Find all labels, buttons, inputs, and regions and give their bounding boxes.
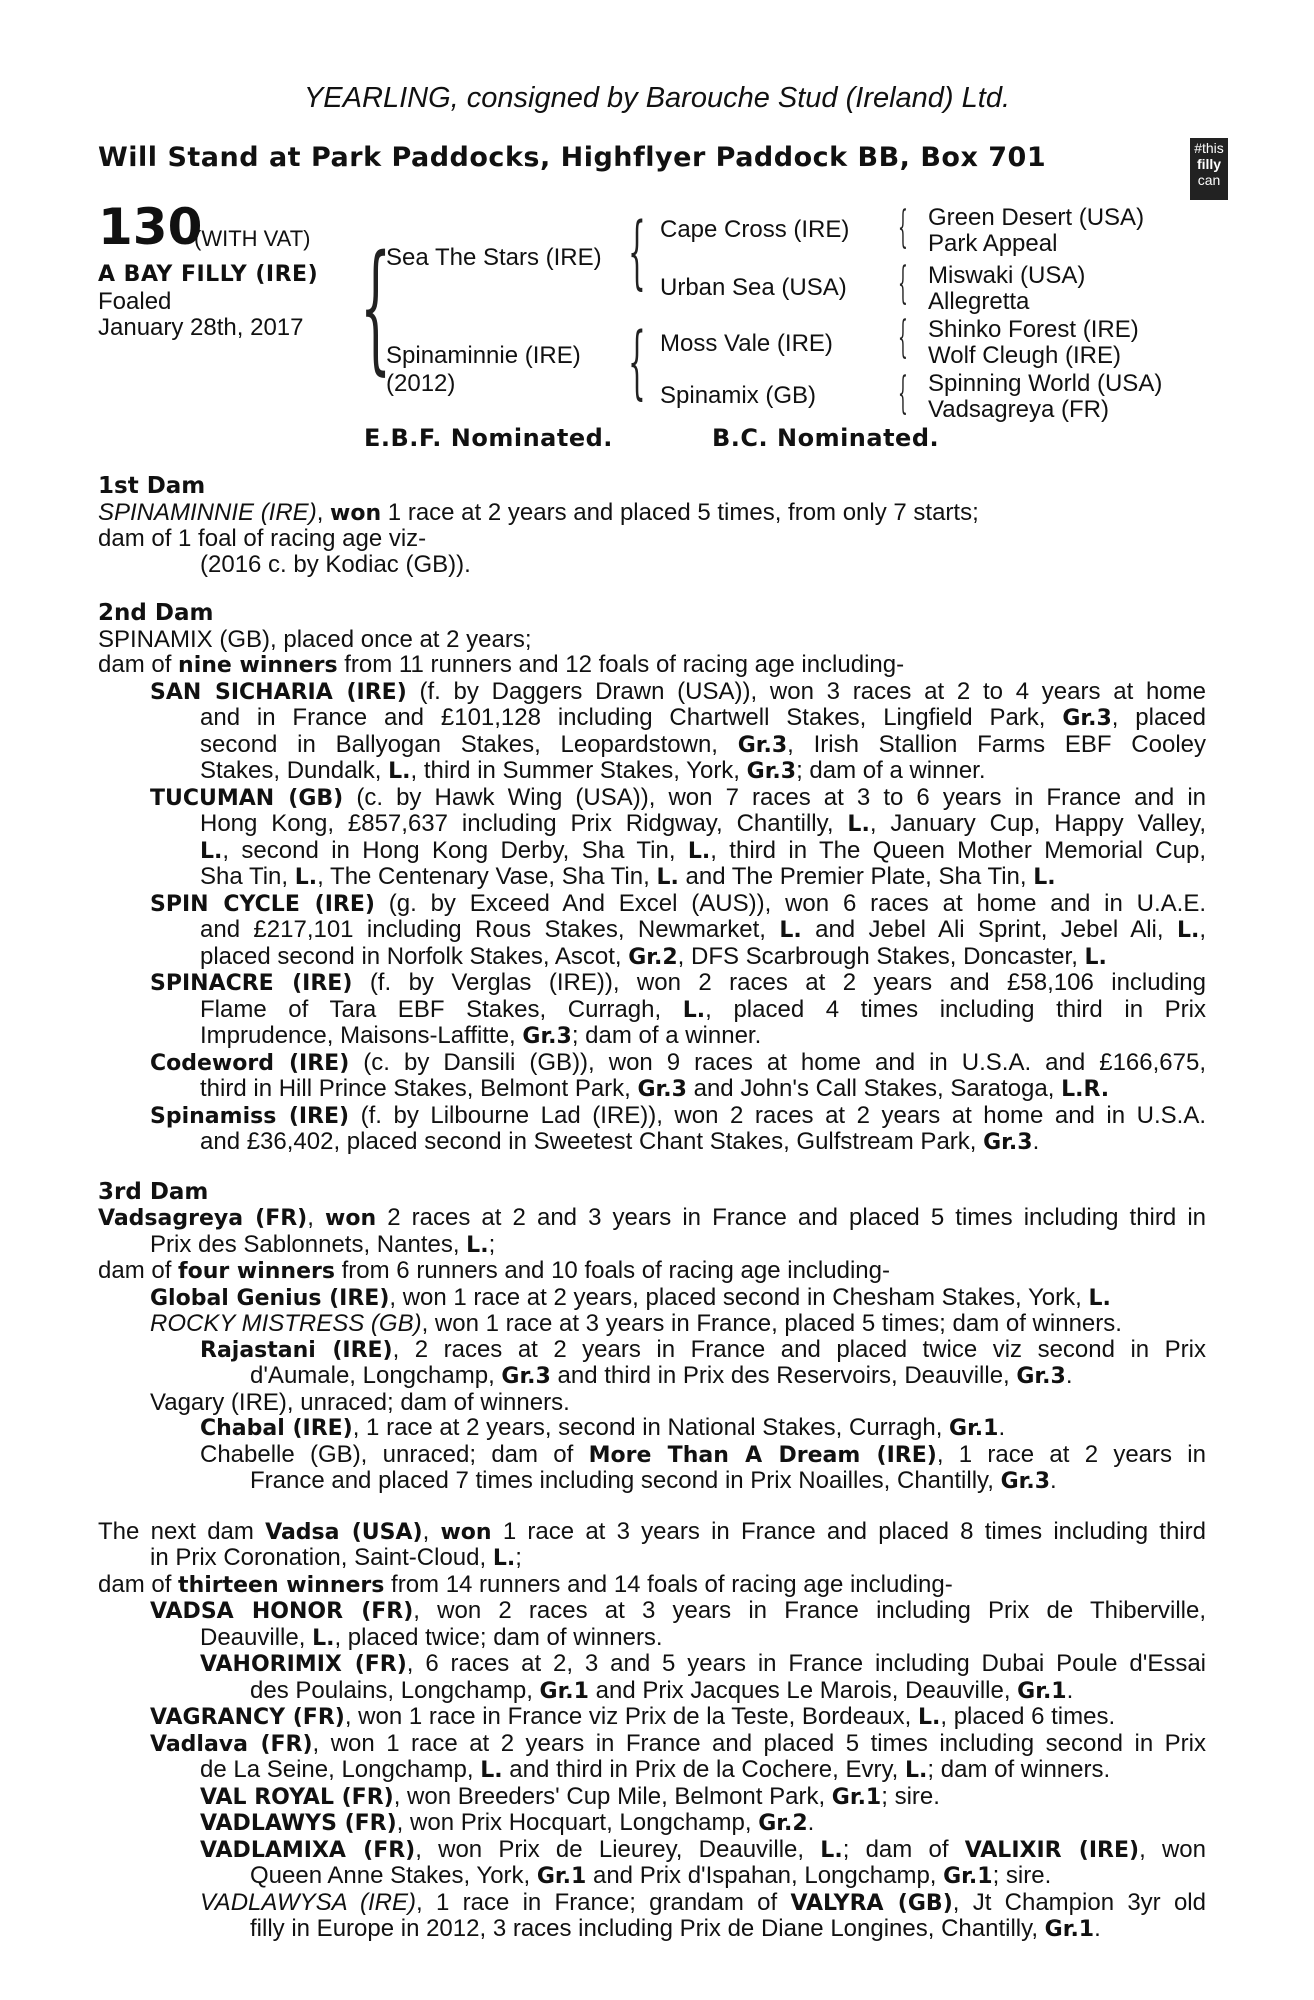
text-line (98, 838, 1206, 865)
plain-text: ; dam of winners. (927, 1756, 1111, 1783)
italic-text: SPINAMINNIE (IRE) (98, 498, 317, 526)
plain-text: (c. by Hawk Wing (USA)), won 7 races at 3 to 6 years in France and in (343, 783, 1206, 811)
plain-text: 1 race at 2 years and placed 5 times, from only 7 starts; (381, 498, 979, 526)
plain-text: and John's Call Stakes, Saratoga, (686, 1075, 1062, 1102)
plain-text: . (807, 1809, 815, 1836)
bold-text: Gr.3 (1062, 706, 1112, 731)
plain-text: , Jt Champion 3yr old (952, 1888, 1206, 1916)
text-line (98, 1129, 1206, 1156)
plain-text: , placed twice; dam of winners. (334, 1623, 663, 1651)
plain-text: ; dam of (842, 1835, 965, 1863)
bold-text: Spinamiss (IRE) (150, 1103, 350, 1129)
bold-text: Gr.3 (746, 759, 797, 784)
bold-text: SPINACRE (IRE) (150, 971, 353, 996)
plain-text: from 11 runners and 12 foals of racing age including- (337, 651, 905, 678)
bold-text: L. (1088, 1285, 1111, 1311)
text-line (98, 1468, 1206, 1495)
plain-text: SPINAMIX (GB), placed once at 2 years; (98, 625, 532, 653)
bold-text: Rajastani (IRE) (200, 1337, 393, 1363)
bold-text: Gr.2 (628, 944, 678, 970)
badge-line-1: #this (1194, 140, 1224, 156)
text-line (98, 705, 1206, 732)
bold-text: Gr.3 (501, 1364, 551, 1389)
text-line (98, 917, 1206, 944)
section-heading: 1st Dam (98, 473, 206, 499)
text-line (98, 1625, 1206, 1652)
ebf-nominated: E.B.F. Nominated. (364, 424, 613, 452)
bold-text: Gr.1 (539, 1678, 589, 1704)
bold-text: L. (466, 1232, 489, 1258)
bold-text: Gr.3 (522, 1024, 572, 1049)
pedigree-brace-main: { (360, 226, 392, 389)
plain-text: , (422, 1517, 441, 1545)
italic-text: ROCKY MISTRESS (GB) (150, 1310, 422, 1337)
italic-text: VADLAWYSA (IRE) (200, 1888, 417, 1916)
plain-text: dam of (98, 651, 179, 678)
text-line (98, 1704, 1206, 1731)
plain-text: ; sire. (881, 1782, 940, 1810)
plain-text: , won (1139, 1835, 1206, 1863)
plain-text: Flame of Tara EBF Stakes, Curragh, (200, 995, 683, 1023)
plain-text: dam of 1 foal of racing age viz- (98, 525, 427, 552)
plain-text: , won 1 race at 2 years in France and placed 5 times including second in Prix (312, 1729, 1206, 1757)
hashtag-badge (1190, 138, 1228, 200)
plain-text: ; sire. (992, 1862, 1052, 1889)
bold-text: L. (312, 1625, 335, 1651)
text-line (98, 1572, 1206, 1599)
plain-text: ; dam of a winner. (796, 757, 986, 784)
bold-text: thirteen winners (178, 1572, 385, 1598)
plain-text: Imprudence, Maisons-Laffitte, (200, 1022, 523, 1049)
bold-text: SPIN CYCLE (IRE) (150, 891, 375, 917)
lot-number: 130 (98, 198, 203, 256)
plain-text: , 1 race at 2 years in (936, 1440, 1206, 1468)
text-line (98, 1837, 1206, 1864)
plain-text: Queen Anne Stakes, York, (250, 1862, 537, 1889)
plain-text: . (1094, 1915, 1101, 1942)
text-line (98, 758, 1206, 785)
plain-text: ; (488, 1230, 496, 1258)
pedigree-g8: Vadsagreya (FR) (928, 396, 1109, 423)
bold-text: VAL ROYAL (FR) (200, 1784, 394, 1810)
plain-text: , The Centenary Vase, Sha Tin, (317, 863, 657, 890)
plain-text: dam of (98, 1257, 179, 1284)
bold-text: Gr.1 (1017, 1678, 1067, 1704)
bold-text: VADLAWYS (FR) (200, 1811, 397, 1836)
plain-text: (f. by Lilbourne Lad (IRE)), won 2 races at 2 years at home and in U.S.A. (349, 1101, 1207, 1129)
text-line (98, 500, 1206, 527)
plain-text: , won 1 race at 3 years in France, placed 5 times; dam of winners. (421, 1310, 1122, 1337)
family-history (98, 474, 1206, 1967)
bold-text: L. (1033, 865, 1056, 890)
plain-text: Hong Kong, £857,637 including Prix Ridgway, Chantilly, (200, 810, 848, 837)
bold-text: Gr.2 (758, 1811, 808, 1836)
text-line (98, 1916, 1206, 1943)
text-line (98, 1390, 1206, 1416)
text-line (98, 811, 1206, 838)
plain-text: ; dam of a winner. (571, 1022, 762, 1049)
plain-text: and Prix Jacques Le Marois, Deauville, (588, 1676, 1018, 1704)
pedigree-brace-dam: { (628, 315, 646, 408)
plain-text: d'Aumale, Longchamp, (250, 1362, 502, 1389)
bold-text: Vadlava (FR) (150, 1731, 313, 1757)
plain-text: Deauville, (200, 1623, 313, 1651)
plain-text: , (1199, 916, 1207, 943)
pedigree-g3: Miswaki (USA) (928, 262, 1086, 289)
pedigree-dam: Spinaminnie (IRE) (386, 342, 581, 369)
pedigree-dam-dam: Spinamix (GB) (660, 382, 817, 409)
plain-text: (f. by Daggers Drawn (USA)), won 3 races at 2 to 4 years at home (406, 677, 1206, 705)
plain-text: Vagary (IRE), unraced; dam of winners. (150, 1388, 570, 1416)
text-line (98, 1415, 1206, 1442)
text-line (98, 1103, 1206, 1130)
plain-text: , second in Hong Kong Derby, Sha Tin, (222, 836, 688, 864)
plain-text: Chabelle (GB), unraced; dam of (200, 1440, 589, 1468)
bold-text: VADLAMIXA (FR) (200, 1837, 416, 1863)
bold-text: Gr.1 (536, 1864, 587, 1889)
plain-text: placed second in Norfolk Stakes, Ascot, (200, 942, 629, 970)
plain-text: , placed (1111, 704, 1206, 731)
text-line (98, 627, 1206, 653)
plain-text: . (1066, 1676, 1074, 1704)
pedigree-g2: Park Appeal (928, 230, 1058, 257)
pedigree-brace-g4: { (898, 368, 908, 419)
plain-text: , placed 6 times. (940, 1703, 1116, 1730)
pedigree-brace-g1: { (898, 202, 908, 253)
plain-text: dam of (98, 1570, 179, 1598)
plain-text: Stakes, Dundalk, (200, 757, 389, 784)
bold-text: L. (820, 1837, 843, 1863)
plain-text: . (1032, 1128, 1040, 1155)
plain-text: , 1 race in France; grandam of (416, 1888, 791, 1916)
bold-text: L. (200, 838, 223, 864)
bold-text: Gr.3 (637, 1077, 687, 1102)
dam-section (98, 1180, 1206, 1495)
text-line (98, 1363, 1206, 1390)
text-line (98, 997, 1206, 1024)
plain-text: and Prix d'Ispahan, Longchamp, (586, 1862, 944, 1889)
section-heading: 3rd Dam (98, 1178, 209, 1205)
pedigree-brace-sire: { (628, 205, 646, 298)
bold-text: L. (1176, 918, 1200, 943)
bold-text: L. (682, 997, 706, 1023)
text-line (98, 1337, 1206, 1364)
pedigree-g1: Green Desert (USA) (928, 204, 1145, 231)
plain-text: , 1 race at 2 years, second in National Stakes, Curragh, (352, 1414, 950, 1441)
text-line (98, 1205, 1206, 1232)
section-heading: 2nd Dam (98, 600, 214, 626)
bold-text: L. (492, 1546, 516, 1571)
plain-text: Prix des Sablonnets, Nantes, (150, 1230, 467, 1258)
plain-text: , Irish Stallion Farms EBF Cooley (787, 730, 1207, 758)
text-line (98, 1232, 1206, 1259)
bold-text: Gr.3 (1000, 1469, 1051, 1494)
bold-text: L. (480, 1758, 503, 1783)
pedigree-sire-dam: Urban Sea (USA) (660, 274, 847, 301)
text-line (98, 1598, 1206, 1625)
bold-text: L. (294, 865, 318, 890)
bold-text: nine winners (178, 653, 338, 678)
bold-text: L. (1084, 944, 1107, 970)
plain-text: . (1050, 1467, 1057, 1494)
pedigree-g7: Spinning World (USA) (928, 370, 1163, 397)
plain-text: and Jebel Ali Sprint, Jebel Ali, (801, 916, 1177, 943)
bold-text: won (440, 1519, 492, 1545)
bold-text: Gr.3 (737, 732, 788, 758)
text-line (98, 552, 1206, 578)
bold-text: Codeword (IRE) (150, 1050, 350, 1076)
bold-text: won (330, 500, 382, 526)
text-line (98, 1757, 1206, 1784)
text-line (98, 1545, 1206, 1572)
text-line (98, 944, 1206, 971)
pedigree-sire-sire: Cape Cross (IRE) (660, 216, 850, 243)
badge-line-3: can (1197, 172, 1221, 188)
lot-name: A BAY FILLY (IRE) (98, 262, 319, 287)
plain-text: ; (515, 1544, 522, 1571)
bold-text: Gr.1 (1044, 1917, 1095, 1942)
plain-text: (f. by Verglas (IRE)), won 2 races at 2 years and £58,106 including (352, 969, 1206, 996)
bold-text: Vadsa (USA) (265, 1519, 423, 1545)
bold-text: Chabal (IRE) (200, 1416, 353, 1441)
bold-text: Gr.1 (949, 1416, 999, 1441)
bold-text: VAHORIMIX (FR) (200, 1652, 407, 1677)
bold-text: L.R. (1061, 1077, 1110, 1102)
pedigree-dam-sire: Moss Vale (IRE) (660, 330, 833, 357)
plain-text: , (307, 1204, 325, 1231)
pedigree-brace-g2: { (898, 258, 908, 309)
text-line (98, 1519, 1206, 1546)
pedigree-g4: Allegretta (928, 288, 1030, 315)
text-line (98, 970, 1206, 997)
plain-text: from 14 runners and 14 foals of racing age including- (384, 1570, 953, 1598)
foaled-label: Foaled (98, 288, 172, 315)
plain-text: Sha Tin, (200, 863, 295, 890)
text-line (98, 1442, 1206, 1469)
text-line (98, 1311, 1206, 1337)
plain-text: , (316, 498, 331, 526)
plain-text: France and placed 7 times including second in Prix Noailles, Chantilly, (250, 1467, 1001, 1494)
plain-text: , 6 races at 2, 3 and 5 years in France including Dubai Poule d'Essai (406, 1650, 1207, 1677)
text-line (98, 1890, 1206, 1917)
plain-text: , won 1 race at 2 years, placed second in Chesham Stakes, York, (389, 1283, 1089, 1311)
plain-text: , won Prix Hocquart, Longchamp, (396, 1809, 759, 1836)
text-line (98, 1285, 1206, 1312)
text-line (98, 526, 1206, 552)
text-line (98, 1678, 1206, 1705)
plain-text: , third in Summer Stakes, York, (410, 757, 747, 784)
bold-text: VAGRANCY (FR) (150, 1705, 345, 1730)
text-line (98, 891, 1206, 918)
text-line (98, 1651, 1206, 1678)
bold-text: Global Genius (IRE) (150, 1285, 390, 1311)
pedigree-g5: Shinko Forest (IRE) (928, 316, 1139, 343)
bold-text: Vadsagreya (FR) (98, 1206, 308, 1231)
text-line (98, 1810, 1206, 1837)
plain-text: (c. by Dansili (GB)), won 9 races at home and in U.S.A. and £166,675, (349, 1048, 1206, 1076)
pedigree-g6: Wolf Cleugh (IRE) (928, 342, 1121, 369)
plain-text: (g. by Exceed And Excel (AUS)), won 6 races at home and in U.A.E. (374, 889, 1206, 917)
text-line (98, 1050, 1206, 1077)
plain-text: and third in Prix des Reservoirs, Deauville, (550, 1362, 1017, 1389)
plain-text: second in Ballyogan Stakes, Leopardstown, (200, 730, 738, 758)
plain-text: and third in Prix de la Cochere, Evry, (502, 1756, 906, 1783)
plain-text: , won Breeders' Cup Mile, Belmont Park, (393, 1782, 832, 1810)
badge-line-2: filly (1196, 156, 1222, 172)
stand-location: Will Stand at Park Paddocks, Highflyer Paddock BB, Box 701 (98, 142, 1047, 173)
plain-text: and The Premier Plate, Sha Tin, (678, 863, 1034, 890)
plain-text: , 2 races at 2 years in France and placed twice viz second in Prix (392, 1335, 1206, 1363)
plain-text: , placed 4 times including third in Prix (705, 995, 1207, 1023)
dam-section (98, 474, 1206, 577)
bold-text: TUCUMAN (GB) (150, 785, 344, 811)
bold-text: More Than A Dream (IRE) (588, 1442, 937, 1468)
plain-text: from 6 runners and 10 foals of racing age including- (334, 1257, 890, 1284)
text-line (98, 732, 1206, 759)
bold-text: Gr.1 (943, 1864, 993, 1889)
plain-text: , January Cup, Happy Valley, (869, 810, 1207, 837)
bold-text: SAN SICHARIA (IRE) (150, 679, 407, 705)
text-line (98, 1023, 1206, 1050)
consignor-line: YEARLING, consigned by Barouche Stud (Ireland) Ltd. (303, 82, 1011, 114)
plain-text: (2016 c. by Kodiac (GB)). (200, 550, 471, 578)
plain-text: des Poulains, Longchamp, (250, 1676, 540, 1704)
plain-text: The next dam (98, 1517, 266, 1545)
plain-text: in Prix Coronation, Saint-Cloud, (150, 1544, 493, 1571)
bold-text: four winners (178, 1259, 335, 1284)
text-line (98, 1863, 1206, 1890)
pedigree-brace-g3: { (898, 312, 908, 363)
vat-note: (WITH VAT) (194, 226, 311, 251)
text-line (98, 785, 1206, 812)
plain-text: . (1065, 1362, 1073, 1389)
plain-text: 2 races at 2 and 3 years in France and placed 5 times including third in (376, 1204, 1206, 1231)
plain-text: filly in Europe in 2012, 3 races including Prix de Diane Longines, Chantilly, (250, 1915, 1045, 1942)
bold-text: VALYRA (GB) (790, 1890, 953, 1916)
bold-text: L. (847, 812, 870, 837)
bold-text: won (325, 1206, 377, 1231)
dam-section (98, 1519, 1206, 1943)
plain-text: , DFS Scarbrough Stakes, Doncaster, (677, 942, 1085, 970)
text-line (98, 864, 1206, 891)
bold-text: VALIXIR (IRE) (964, 1837, 1140, 1863)
bold-text: L. (687, 838, 711, 864)
plain-text: , third in The Queen Mother Memorial Cup, (710, 836, 1206, 864)
plain-text: and £217,101 including Rous Stakes, Newmarket, (200, 916, 780, 943)
bold-text: VADSA HONOR (FR) (150, 1599, 414, 1624)
text-line (98, 1076, 1206, 1103)
dam-section (98, 601, 1206, 1156)
bold-text: L. (779, 918, 802, 943)
pedigree-sire: Sea The Stars (IRE) (386, 244, 602, 271)
plain-text: third in Hill Prince Stakes, Belmont Park, (200, 1075, 638, 1102)
text-line (98, 1784, 1206, 1811)
text-line (98, 1731, 1206, 1758)
plain-text: and in France and £101,128 including Chartwell Stakes, Lingfield Park, (200, 704, 1063, 731)
plain-text: , won 1 race in France viz Prix de la Teste, Bordeaux, (344, 1703, 918, 1730)
plain-text: , won 2 races at 3 years in France including Prix de Thiberville, (413, 1597, 1206, 1624)
plain-text: de La Seine, Longchamp, (200, 1756, 481, 1783)
bold-text: Gr.3 (983, 1130, 1033, 1155)
text-line (98, 652, 1206, 679)
bold-text: L. (388, 759, 411, 784)
foaled-date: January 28th, 2017 (98, 314, 304, 341)
plain-text: 1 race at 3 years in France and placed 8 times including third (491, 1517, 1206, 1545)
bold-text: L. (917, 1705, 941, 1730)
plain-text: , won Prix de Lieurey, Deauville, (415, 1835, 821, 1863)
bold-text: L. (905, 1758, 928, 1783)
bold-text: Gr.3 (1016, 1364, 1066, 1389)
plain-text: . (998, 1414, 1006, 1441)
plain-text: and £36,402, placed second in Sweetest Chant Stakes, Gulfstream Park, (200, 1128, 984, 1155)
bold-text: L. (656, 865, 679, 890)
text-line (98, 1258, 1206, 1285)
pedigree-dam-year: (2012) (386, 370, 456, 397)
bc-nominated: B.C. Nominated. (712, 424, 940, 452)
text-line (98, 679, 1206, 706)
bold-text: Gr.1 (831, 1784, 882, 1810)
